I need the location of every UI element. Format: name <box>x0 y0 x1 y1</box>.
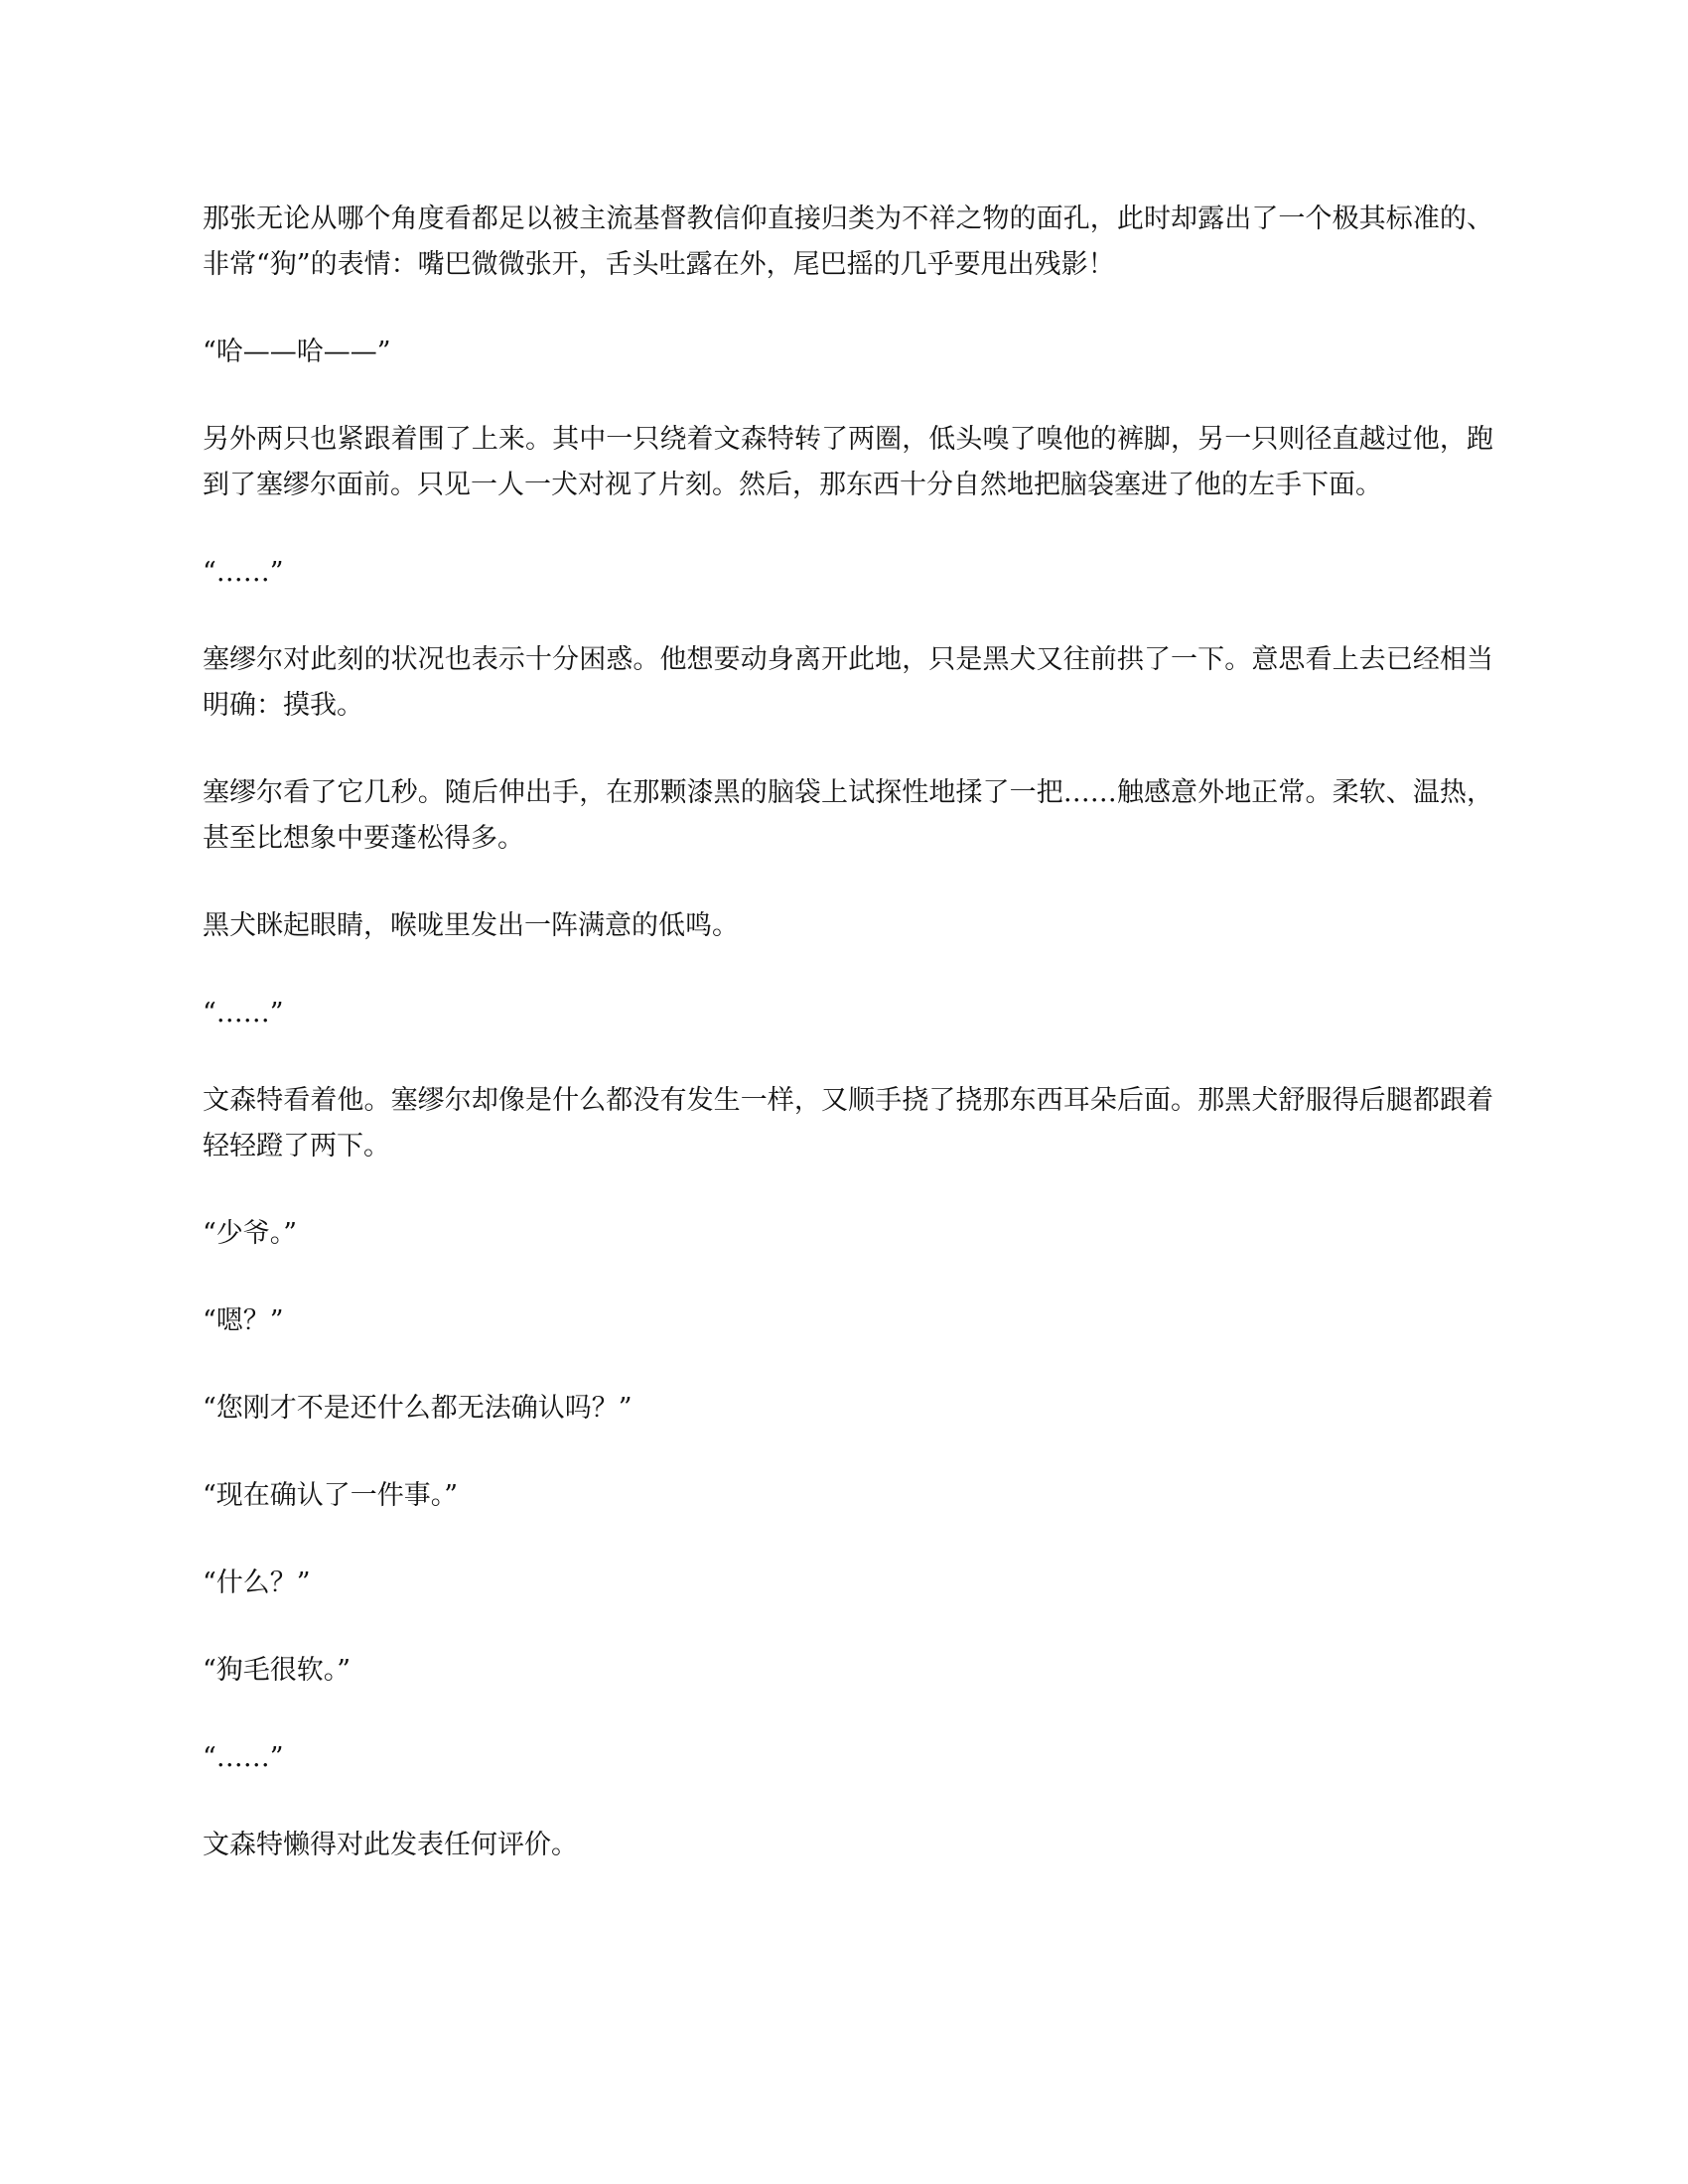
paragraph-6: 塞缪尔看了它几秒。随后伸出手，在那颗漆黑的脑袋上试探性地揉了一把……触感意外地正常。柔软、温热，甚至比想象中要蓬松得多。 <box>203 777 1493 854</box>
paragraph-14: “什么？” <box>203 1568 311 1598</box>
paragraph-10: “少爷。” <box>203 1218 298 1249</box>
paragraph-5: 塞缪尔对此刻的状况也表示十分困惑。他想要动身离开此地，只是黑犬又往前拱了一下。意思看上去已经相当明确：摸我。 <box>203 644 1493 721</box>
paragraph-2: “哈——哈——” <box>203 337 391 367</box>
paragraph-1: 那张无论从哪个角度看都足以被主流基督教信仰直接归类为不祥之物的面孔，此时却露出了一个极其标准的、非常“狗”的表情：嘴巴微微张开，舌头吐露在外，尾巴摇的几乎要甩出残影！ <box>203 204 1493 280</box>
paragraph-12: “您刚才不是还什么都无法确认吗？” <box>203 1393 633 1424</box>
paragraph-16: “……” <box>203 1742 284 1773</box>
paragraph-7: 黑犬眯起眼睛，喉咙里发出一阵满意的低鸣。 <box>203 910 739 941</box>
paragraph-9: 文森特看着他。塞缪尔却像是什么都没有发生一样，又顺手挠了挠那东西耳朵后面。那黑犬舒服得后腿都跟着轻轻蹬了两下。 <box>203 1085 1493 1161</box>
story-text <box>203 197 1493 1910</box>
paragraph-11: “嗯？” <box>203 1305 284 1336</box>
paragraph-3: 另外两只也紧跟着围了上来。其中一只绕着文森特转了两圈，低头嗅了嗅他的裤脚，另一只则径直越过他，跑到了塞缪尔面前。只见一人一犬对视了片刻。然后，那东西十分自然地把脑袋塞进了他的左手下面。 <box>203 424 1493 500</box>
paragraph-4: “……” <box>203 557 284 588</box>
paragraph-15: “狗毛很软。” <box>203 1655 352 1686</box>
paragraph-17: 文森特懒得对此发表任何评价。 <box>203 1830 578 1860</box>
paragraph-13: “现在确认了一件事。” <box>203 1480 459 1511</box>
paragraph-8: “……” <box>203 998 284 1028</box>
